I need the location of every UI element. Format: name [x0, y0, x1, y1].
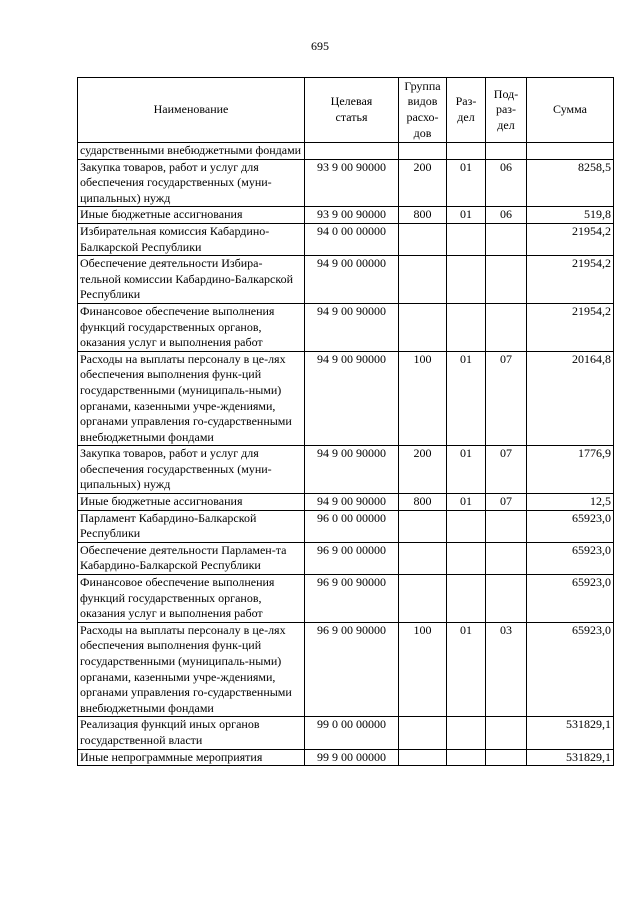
row-target-article: 99 0 00 00000 — [305, 717, 399, 749]
row-section — [447, 749, 486, 766]
row-section: 01 — [447, 494, 486, 511]
header-target-article: Целевая статья — [305, 78, 399, 143]
row-expense-group: 200 — [399, 446, 447, 494]
row-subsection — [486, 223, 527, 255]
row-section: 01 — [447, 207, 486, 224]
row-section — [447, 223, 486, 255]
row-name: Иные непрограммные мероприятия — [78, 749, 305, 766]
table-row — [78, 575, 614, 623]
table-row — [78, 446, 614, 494]
table-row — [78, 510, 614, 542]
table-header-row — [78, 78, 614, 143]
table-row — [78, 749, 614, 766]
table-row — [78, 351, 614, 446]
row-target-article: 96 9 00 90000 — [305, 622, 399, 717]
row-name: Иные бюджетные ассигнования — [78, 207, 305, 224]
row-target-article: 93 9 00 90000 — [305, 207, 399, 224]
row-target-article: 94 9 00 00000 — [305, 256, 399, 304]
row-target-article: 94 9 00 90000 — [305, 351, 399, 446]
row-subsection — [486, 575, 527, 623]
header-sum: Сумма — [527, 78, 614, 143]
table-row — [78, 207, 614, 224]
row-subsection: 03 — [486, 622, 527, 717]
header-expense-group: Группа видов расхо- дов — [399, 78, 447, 143]
row-sum: 519,8 — [527, 207, 614, 224]
table-row — [78, 159, 614, 207]
row-target-article: 94 9 00 90000 — [305, 494, 399, 511]
row-sum: 531829,1 — [527, 717, 614, 749]
row-sum: 12,5 — [527, 494, 614, 511]
table-row — [78, 542, 614, 574]
budget-table — [77, 77, 614, 766]
row-target-article: 94 0 00 00000 — [305, 223, 399, 255]
row-target-article: 94 9 00 90000 — [305, 446, 399, 494]
row-sum: 21954,2 — [527, 303, 614, 351]
row-name: Расходы на выплаты персоналу в це-лях обеспечения выполнения функ-ций государственными (муниципаль-ными) органами, казенными учре-ждениями, органами управления го-сударственными внебюджетными фондами — [78, 351, 305, 446]
row-name: Парламент Кабардино-Балкарской Республики — [78, 510, 305, 542]
row-section — [447, 143, 486, 160]
row-sum: 65923,0 — [527, 510, 614, 542]
row-subsection: 06 — [486, 207, 527, 224]
row-section — [447, 303, 486, 351]
row-sum: 20164,8 — [527, 351, 614, 446]
row-sum: 531829,1 — [527, 749, 614, 766]
row-expense-group: 200 — [399, 159, 447, 207]
row-section — [447, 575, 486, 623]
row-section: 01 — [447, 622, 486, 717]
header-name: Наименование — [78, 78, 305, 143]
row-expense-group: 800 — [399, 494, 447, 511]
row-sum: 21954,2 — [527, 256, 614, 304]
row-name: Финансовое обеспечение выполнения функций государственных органов, оказания услуг и выполнения работ — [78, 575, 305, 623]
row-subsection — [486, 717, 527, 749]
row-name: Обеспечение деятельности Избира-тельной комиссии Кабардино-Балкарской Республики — [78, 256, 305, 304]
row-expense-group — [399, 143, 447, 160]
row-section — [447, 256, 486, 304]
row-subsection — [486, 510, 527, 542]
row-target-article — [305, 143, 399, 160]
table-row — [78, 256, 614, 304]
row-target-article: 93 9 00 90000 — [305, 159, 399, 207]
row-subsection — [486, 256, 527, 304]
row-sum: 8258,5 — [527, 159, 614, 207]
row-target-article: 96 0 00 00000 — [305, 510, 399, 542]
row-section — [447, 542, 486, 574]
row-subsection — [486, 143, 527, 160]
table-row — [78, 494, 614, 511]
row-target-article: 99 9 00 00000 — [305, 749, 399, 766]
header-subsection: Под- раз- дел — [486, 78, 527, 143]
row-subsection: 07 — [486, 446, 527, 494]
row-sum — [527, 143, 614, 160]
row-name: Реализация функций иных органов государственной власти — [78, 717, 305, 749]
page-number: 695 — [311, 39, 329, 53]
row-target-article: 96 9 00 00000 — [305, 542, 399, 574]
row-expense-group — [399, 303, 447, 351]
row-sum: 21954,2 — [527, 223, 614, 255]
row-subsection: 07 — [486, 351, 527, 446]
row-subsection — [486, 749, 527, 766]
row-name: Финансовое обеспечение выполнения функций государственных органов, оказания услуг и выполнения работ — [78, 303, 305, 351]
row-name: Расходы на выплаты персоналу в це-лях обеспечения выполнения функ-ций государственными (муниципаль-ными) органами, казенными учре-ждениями, органами управления го-сударственными внебюджетными фондами — [78, 622, 305, 717]
row-expense-group — [399, 510, 447, 542]
row-expense-group: 800 — [399, 207, 447, 224]
table-row — [78, 622, 614, 717]
row-sum: 65923,0 — [527, 575, 614, 623]
row-name: Обеспечение деятельности Парламен-та Кабардино-Балкарской Республики — [78, 542, 305, 574]
row-section: 01 — [447, 446, 486, 494]
row-expense-group — [399, 542, 447, 574]
table-row — [78, 143, 614, 160]
row-expense-group — [399, 749, 447, 766]
row-expense-group: 100 — [399, 622, 447, 717]
row-subsection — [486, 542, 527, 574]
row-name: Иные бюджетные ассигнования — [78, 494, 305, 511]
row-expense-group — [399, 223, 447, 255]
row-section: 01 — [447, 351, 486, 446]
row-sum: 65923,0 — [527, 542, 614, 574]
row-expense-group — [399, 575, 447, 623]
row-name: Избирательная комиссия Кабардино-Балкарской Республики — [78, 223, 305, 255]
row-subsection: 06 — [486, 159, 527, 207]
row-expense-group — [399, 256, 447, 304]
table-row — [78, 223, 614, 255]
header-section: Раз- дел — [447, 78, 486, 143]
row-section — [447, 510, 486, 542]
row-subsection: 07 — [486, 494, 527, 511]
row-name: Закупка товаров, работ и услуг для обеспечения государственных (муни-ципальных) нужд — [78, 159, 305, 207]
row-target-article: 96 9 00 90000 — [305, 575, 399, 623]
table-row — [78, 717, 614, 749]
row-expense-group — [399, 717, 447, 749]
row-sum: 65923,0 — [527, 622, 614, 717]
row-subsection — [486, 303, 527, 351]
table-row — [78, 303, 614, 351]
row-name: сударственными внебюджетными фондами — [78, 143, 305, 160]
row-target-article: 94 9 00 90000 — [305, 303, 399, 351]
row-section: 01 — [447, 159, 486, 207]
row-section — [447, 717, 486, 749]
row-expense-group: 100 — [399, 351, 447, 446]
row-name: Закупка товаров, работ и услуг для обеспечения государственных (муни-ципальных) нужд — [78, 446, 305, 494]
row-sum: 1776,9 — [527, 446, 614, 494]
